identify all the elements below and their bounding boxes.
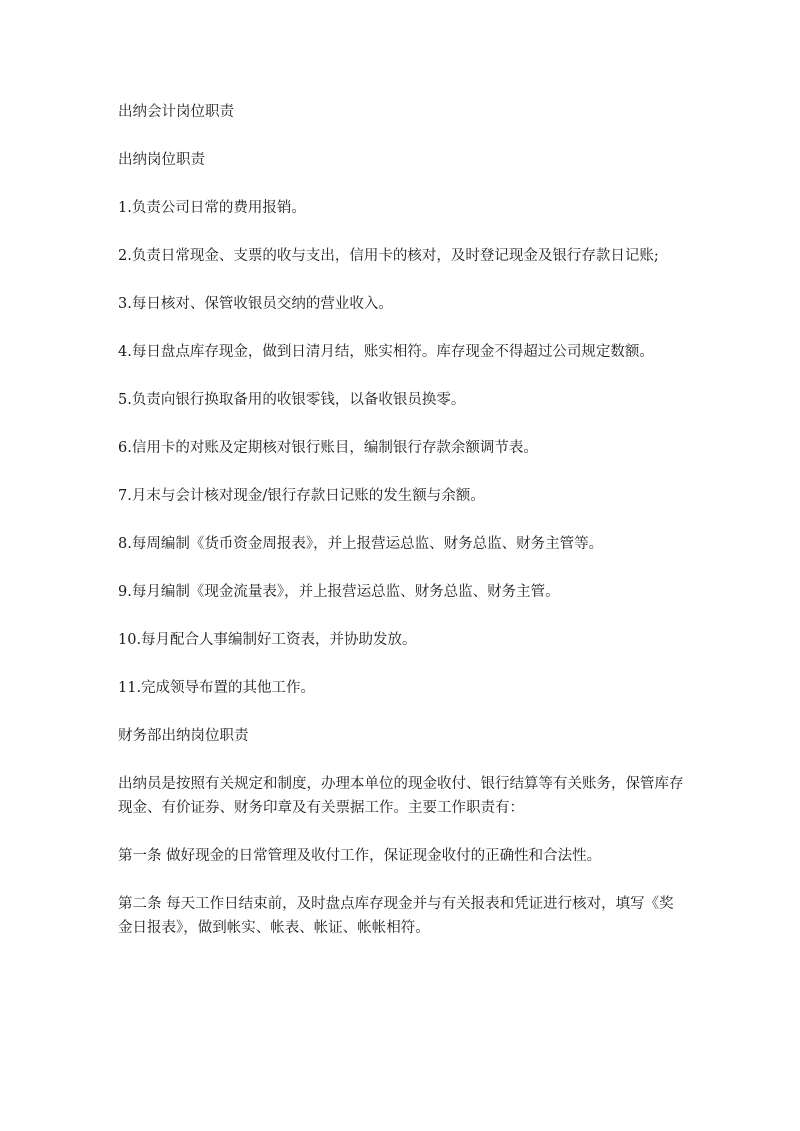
list-item: 6.信用卡的对账及定期核对银行账目，编制银行存款余额调节表。 — [118, 440, 538, 456]
article-paragraph: 第二条 每天工作日结束前，及时盘点库存现金并与有关报表和凭证进行核对，填写《奖金日报表》，做到帐实、帐表、帐证、帐帐相符。 — [118, 896, 674, 936]
list-item: 7.月末与会计核对现金/银行存款日记账的发生额与余额。 — [118, 488, 485, 504]
list-item: 1.负责公司日常的费用报销。 — [118, 200, 306, 216]
list-item: 9.每月编制《现金流量表》，并上报营运总监、财务总监、财务主管。 — [118, 584, 560, 600]
article-paragraph: 第一条 做好现金的日常管理及收付工作，保证现金收付的正确性和合法性。 — [118, 848, 602, 864]
section-heading-cashier-duties: 出纳岗位职责 — [118, 152, 205, 168]
list-item: 10.每月配合人事编制好工资表，并协助发放。 — [118, 632, 417, 648]
document-title: 出纳会计岗位职责 — [118, 104, 234, 120]
list-item: 2.负责日常现金、支票的收与支出，信用卡的核对，及时登记现金及银行存款日记账; — [118, 248, 659, 264]
section-intro-paragraph: 出纳员是按照有关规定和制度，办理本单位的现金收付、银行结算等有关账务，保管库存现金、有价证券、财务印章及有关票据工作。主要工作职责有： — [118, 776, 684, 816]
list-item: 8.每周编制《货币资金周报表》，并上报营运总监、财务总监、财务主管等。 — [118, 536, 604, 552]
section-heading-finance-cashier-duties: 财务部出纳岗位职责 — [118, 728, 249, 744]
list-item: 5.负责向银行换取备用的收银零钱，以备收银员换零。 — [118, 392, 466, 408]
list-item: 11.完成领导布置的其他工作。 — [118, 680, 316, 696]
list-item: 4.每日盘点库存现金，做到日清月结，账实相符。库存现金不得超过公司规定数额。 — [118, 344, 654, 360]
list-item: 3.每日核对、保管收银员交纳的营业收入。 — [118, 296, 393, 312]
document-page — [118, 100, 688, 964]
